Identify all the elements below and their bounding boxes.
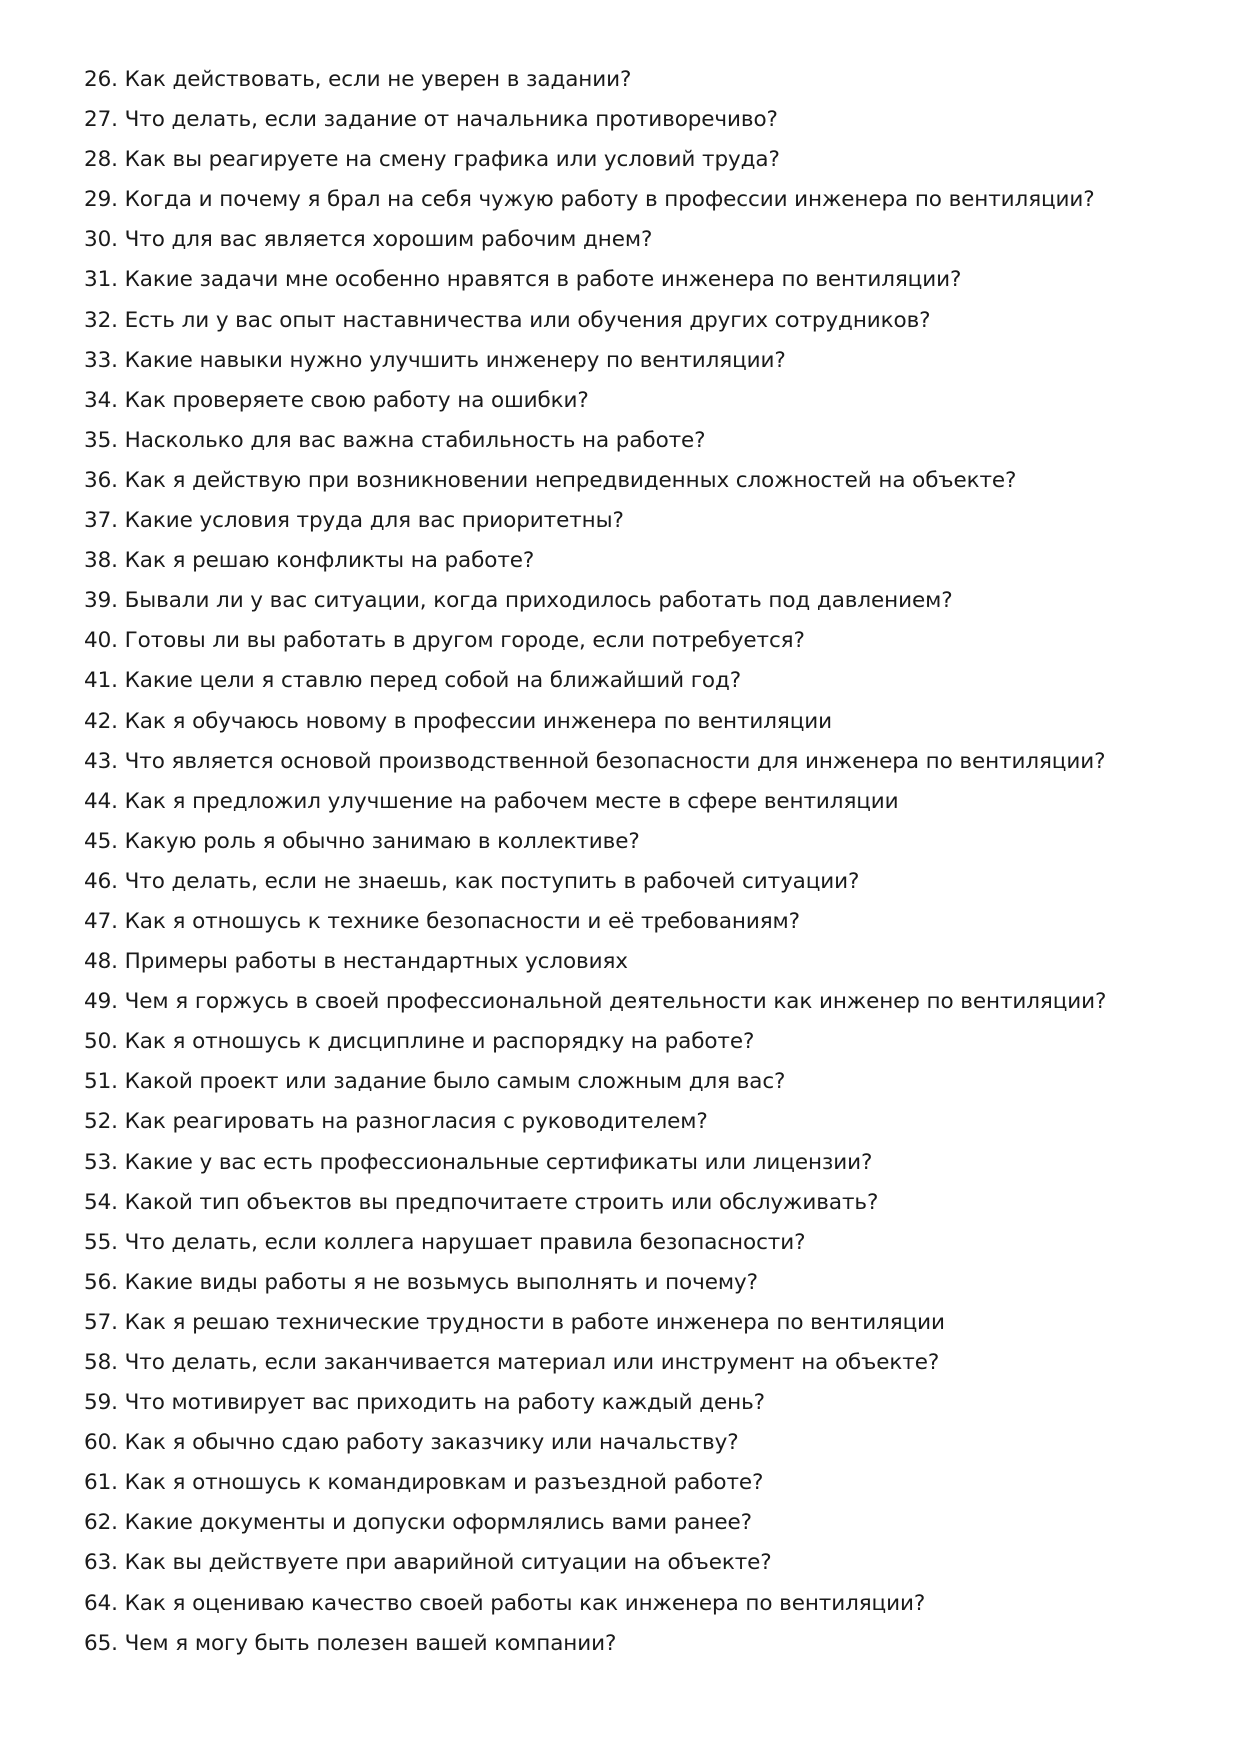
list-item — [84, 1263, 1106, 1303]
list-item — [84, 60, 1106, 100]
question-text: Как я обучаюсь новому в профессии инженера по вентиляции — [124, 708, 833, 734]
list-item — [84, 862, 1106, 902]
question-number: 60. — [84, 1430, 118, 1456]
list-item — [84, 100, 1106, 140]
question-text: Как я решаю технические трудности в работе инженера по вентиляции — [124, 1309, 945, 1335]
question-number: 46. — [84, 868, 118, 894]
list-item — [84, 702, 1106, 742]
list-item — [84, 621, 1106, 661]
list-item — [84, 1423, 1106, 1463]
list-item — [84, 1503, 1106, 1543]
question-number: 44. — [84, 788, 118, 814]
question-text: Какие навыки нужно улучшить инженеру по вентиляции? — [124, 347, 786, 373]
list-item — [84, 301, 1106, 341]
question-number: 51. — [84, 1069, 118, 1095]
question-text: Примеры работы в нестандартных условиях — [124, 949, 628, 975]
question-text: Как проверяете свою работу на ошибки? — [124, 387, 589, 413]
list-item — [84, 1624, 1106, 1664]
question-number: 27. — [84, 107, 118, 133]
question-text: Как реагировать на разногласия с руководителем? — [124, 1109, 708, 1135]
question-number: 61. — [84, 1470, 118, 1496]
question-number: 34. — [84, 387, 118, 413]
question-number: 36. — [84, 467, 118, 493]
list-item — [84, 501, 1106, 541]
list-item — [84, 1343, 1106, 1383]
list-item — [84, 1223, 1106, 1263]
list-item — [84, 1062, 1106, 1102]
question-text: Какую роль я обычно занимаю в коллективе? — [124, 828, 640, 854]
question-number: 56. — [84, 1269, 118, 1295]
question-text: Какой проект или задание было самым сложным для вас? — [124, 1069, 786, 1095]
question-text: Как вы действуете при аварийной ситуации на объекте? — [124, 1550, 772, 1576]
list-item — [84, 341, 1106, 381]
question-number: 63. — [84, 1550, 118, 1576]
list-item — [84, 381, 1106, 421]
question-number: 58. — [84, 1350, 118, 1375]
question-number: 57. — [84, 1309, 118, 1335]
question-number: 50. — [84, 1029, 118, 1055]
list-item — [84, 1022, 1106, 1062]
question-text: Что делать, если коллега нарушает правила безопасности? — [124, 1229, 806, 1255]
list-item — [84, 461, 1106, 501]
question-number: 62. — [84, 1510, 118, 1536]
question-number: 28. — [84, 147, 118, 173]
list-item — [84, 1383, 1106, 1423]
question-number: 52. — [84, 1109, 118, 1135]
question-number: 29. — [84, 187, 118, 213]
question-number: 40. — [84, 628, 118, 654]
question-text: Готовы ли вы работать в другом городе, если потребуется? — [124, 628, 805, 654]
question-number: 26. — [84, 67, 118, 92]
question-number: 48. — [84, 949, 118, 975]
question-text: Как я отношусь к дисциплине и распорядку на работе? — [124, 1029, 755, 1055]
question-text: Какой тип объектов вы предпочитаете строить или обслуживать? — [124, 1189, 879, 1215]
question-number: 65. — [84, 1630, 118, 1656]
question-number: 53. — [84, 1149, 118, 1175]
question-number: 37. — [84, 508, 118, 534]
list-item — [84, 1102, 1106, 1142]
question-number: 32. — [84, 307, 118, 333]
list-item — [84, 581, 1106, 621]
list-item — [84, 902, 1106, 942]
list-item — [84, 1303, 1106, 1343]
list-item — [84, 1183, 1106, 1223]
question-number: 33. — [84, 347, 118, 373]
question-number: 55. — [84, 1229, 118, 1255]
question-text: Как я действую при возникновении непредвиденных сложностей на объекте? — [124, 467, 1017, 493]
question-number: 31. — [84, 267, 118, 293]
list-item — [84, 661, 1106, 701]
question-text: Как я предложил улучшение на рабочем месте в сфере вентиляции — [124, 788, 899, 814]
question-text: Какие у вас есть профессиональные сертификаты или лицензии? — [124, 1149, 873, 1175]
question-number: 39. — [84, 588, 118, 614]
question-number: 45. — [84, 828, 118, 854]
list-item — [84, 220, 1106, 260]
question-text: Как я обычно сдаю работу заказчику или начальству? — [124, 1430, 739, 1456]
question-number: 47. — [84, 908, 118, 934]
question-number: 38. — [84, 548, 118, 574]
list-item — [84, 742, 1106, 782]
question-text: Чем я горжусь в своей профессиональной деятельности как инженер по вентиляции? — [124, 989, 1107, 1015]
question-list — [84, 60, 1106, 1664]
question-number: 43. — [84, 748, 118, 774]
list-item — [84, 1463, 1106, 1503]
list-item — [84, 822, 1106, 862]
question-text: Насколько для вас важна стабильность на работе? — [124, 427, 706, 453]
question-text: Какие задачи мне особенно нравятся в работе инженера по вентиляции? — [124, 267, 962, 293]
question-text: Как я решаю конфликты на работе? — [124, 548, 535, 574]
list-item — [84, 1584, 1106, 1624]
question-text: Есть ли у вас опыт наставничества или обучения других сотрудников? — [124, 307, 931, 333]
question-number: 49. — [84, 989, 118, 1015]
question-number: 35. — [84, 427, 118, 453]
question-text: Какие документы и допуски оформлялись вами ранее? — [124, 1510, 752, 1536]
question-number: 64. — [84, 1590, 118, 1616]
question-text: Что мотивирует вас приходить на работу каждый день? — [124, 1390, 765, 1416]
question-text: Что для вас является хорошим рабочим днем? — [124, 227, 653, 253]
question-text: Когда и почему я брал на себя чужую работу в профессии инженера по вентиляции? — [124, 187, 1095, 213]
list-item — [84, 1143, 1106, 1183]
question-number: 30. — [84, 227, 118, 253]
question-text: Бывали ли у вас ситуации, когда приходилось работать под давлением? — [124, 588, 953, 614]
question-text: Какие условия труда для вас приоритетны? — [124, 508, 624, 534]
question-text: Как я отношусь к командировкам и разъездной работе? — [124, 1470, 764, 1496]
question-number: 59. — [84, 1390, 118, 1416]
list-item — [84, 421, 1106, 461]
question-text: Как вы реагируете на смену графика или условий труда? — [124, 147, 780, 173]
list-item — [84, 942, 1106, 982]
list-item — [84, 1543, 1106, 1583]
list-item — [84, 140, 1106, 180]
list-item — [84, 180, 1106, 220]
question-text: Что делать, если заканчивается материал или инструмент на объекте? — [124, 1350, 940, 1375]
question-text: Что является основой производственной безопасности для инженера по вентиляции? — [124, 748, 1106, 774]
question-text: Чем я могу быть полезен вашей компании? — [124, 1630, 617, 1656]
question-text: Что делать, если не знаешь, как поступить в рабочей ситуации? — [124, 868, 860, 894]
list-item — [84, 260, 1106, 300]
question-text: Какие виды работы я не возьмусь выполнять и почему? — [124, 1269, 758, 1295]
question-number: 41. — [84, 668, 118, 694]
question-text: Как действовать, если не уверен в задании? — [124, 67, 632, 92]
list-item — [84, 541, 1106, 581]
list-item — [84, 782, 1106, 822]
question-number: 42. — [84, 708, 118, 734]
question-number: 54. — [84, 1189, 118, 1215]
question-text: Как я отношусь к технике безопасности и её требованиям? — [124, 908, 800, 934]
question-text: Как я оцениваю качество своей работы как инженера по вентиляции? — [124, 1590, 926, 1616]
list-item — [84, 982, 1106, 1022]
question-text: Какие цели я ставлю перед собой на ближайший год? — [124, 668, 742, 694]
question-text: Что делать, если задание от начальника противоречиво? — [124, 107, 778, 133]
